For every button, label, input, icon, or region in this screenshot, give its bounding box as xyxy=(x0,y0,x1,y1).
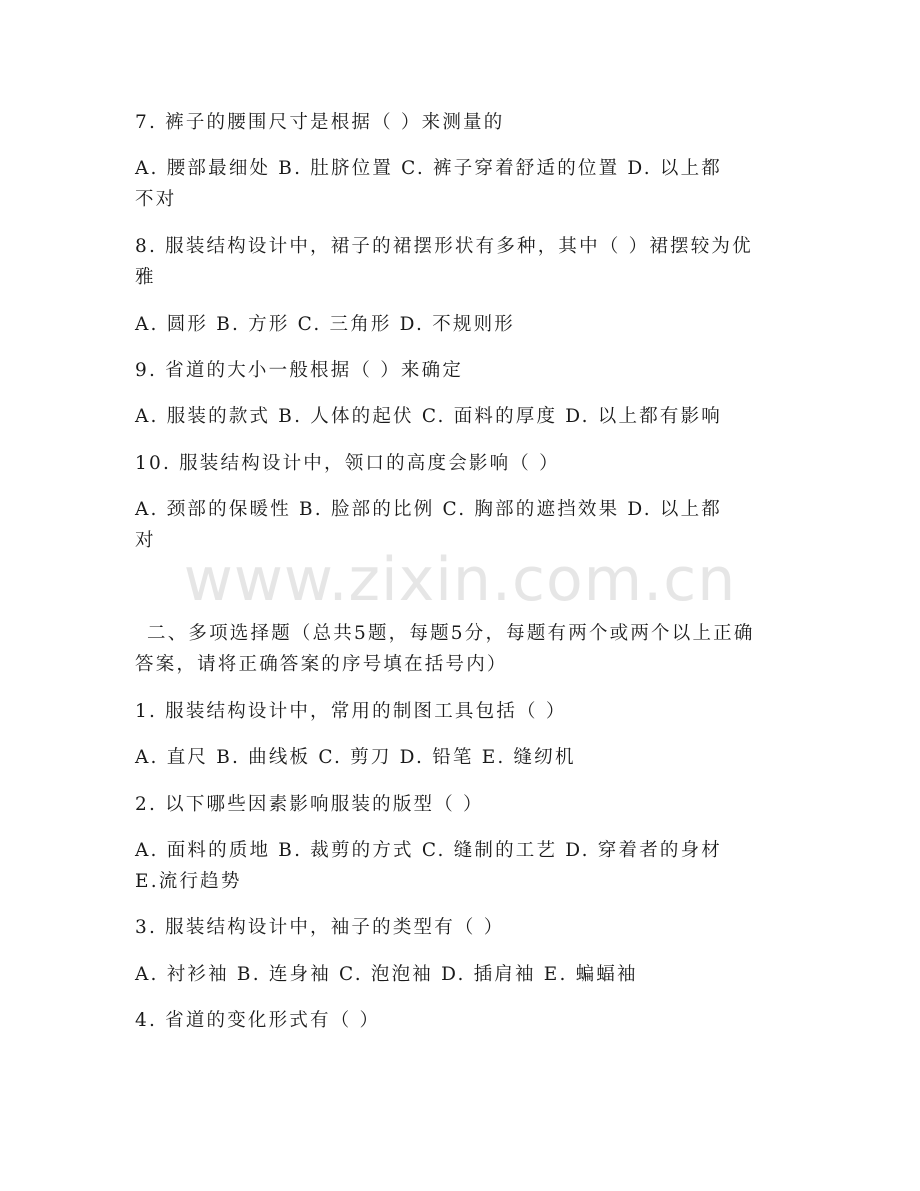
question-7-stem: 7. 裤子的腰围尺寸是根据（ ）来测量的 xyxy=(135,112,505,133)
question-10-options-cont: 对 xyxy=(135,530,156,551)
multi-question-1-options: A. 直尺 B. 曲线板 C. 剪刀 D. 铅笔 E. 缝纫机 xyxy=(135,747,576,768)
multi-question-2-stem: 2. 以下哪些因素影响服装的版型（ ） xyxy=(135,794,484,815)
question-7-options-cont: 不对 xyxy=(135,189,177,210)
multi-question-2-options-cont: E.流行趋势 xyxy=(135,871,242,892)
section-2-heading: 二、多项选择题（总共5题，每题5分，每题有两个或两个以上正确 xyxy=(147,623,755,644)
question-7-options: A. 腰部最细处 B. 肚脐位置 C. 裤子穿着舒适的位置 D. 以上都 xyxy=(135,158,723,179)
question-10-options: A. 颈部的保暖性 B. 脸部的比例 C. 胸部的遮挡效果 D. 以上都 xyxy=(135,499,723,520)
question-8-options: A. 圆形 B. 方形 C. 三角形 D. 不规则形 xyxy=(135,314,516,335)
multi-question-4-stem: 4. 省道的变化形式有（ ） xyxy=(135,1010,381,1031)
question-9-options: A. 服装的款式 B. 人体的起伏 C. 面料的厚度 D. 以上都有影响 xyxy=(135,406,723,427)
question-9-stem: 9. 省道的大小一般根据（ ）来确定 xyxy=(135,360,464,381)
question-8-stem: 8. 服装结构设计中，裙子的裙摆形状有多种，其中（ ）裙摆较为优 xyxy=(135,236,753,257)
watermark-text: www.zixin.com.cn xyxy=(183,545,737,615)
multi-question-3-stem: 3. 服装结构设计中，袖子的类型有（ ） xyxy=(135,917,505,938)
multi-question-3-options: A. 衬衫袖 B. 连身袖 C. 泡泡袖 D. 插肩袖 E. 蝙蝠袖 xyxy=(135,964,638,985)
multi-question-2-options: A. 面料的质地 B. 裁剪的方式 C. 缝制的工艺 D. 穿着者的身材 xyxy=(135,840,723,861)
question-10-stem: 10. 服装结构设计中，领口的高度会影响（ ） xyxy=(135,453,560,474)
question-8-stem-cont: 雅 xyxy=(135,267,156,288)
multi-question-1-stem: 1. 服装结构设计中，常用的制图工具包括（ ） xyxy=(135,701,567,722)
section-2-heading-cont: 答案，请将正确答案的序号填在括号内） xyxy=(135,654,508,675)
